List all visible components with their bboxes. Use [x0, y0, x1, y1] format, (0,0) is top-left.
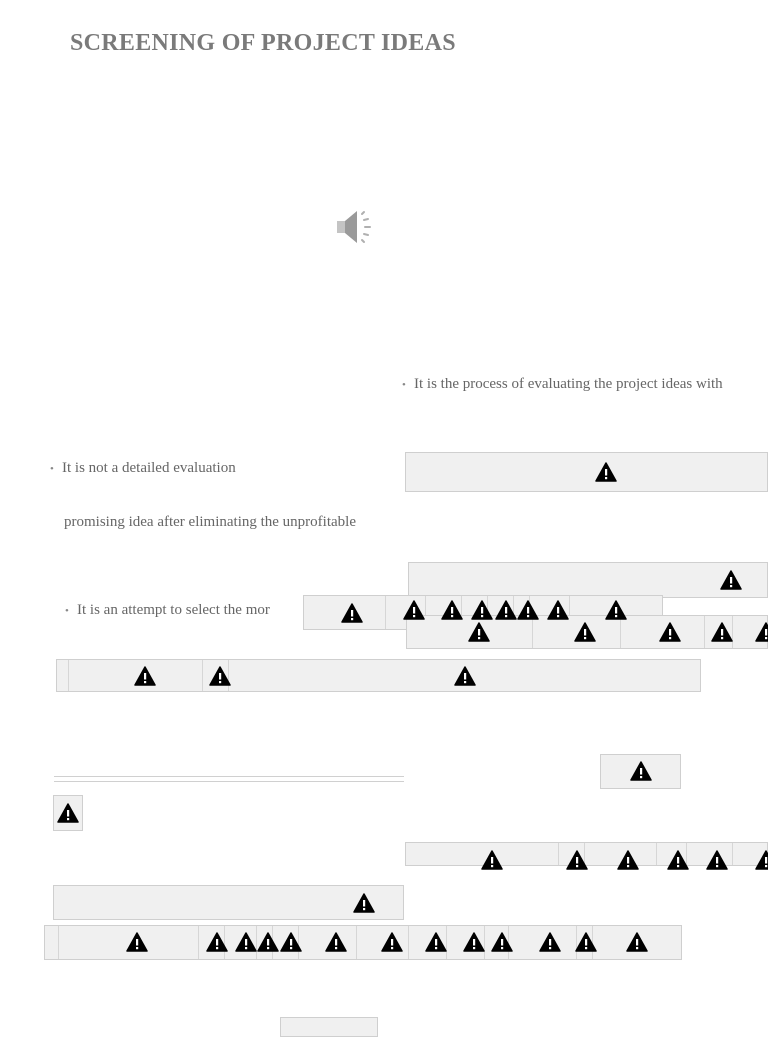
warning-triangle-icon: [441, 600, 463, 620]
warning-triangle-icon: [235, 932, 257, 952]
warning-triangle-icon: [468, 622, 490, 642]
warning-triangle-icon: [595, 462, 617, 482]
warning-triangle-icon: [403, 600, 425, 620]
warning-triangle-icon: [209, 666, 231, 686]
bullet-attempt: • It is an attempt to select the mor: [65, 602, 270, 618]
image-placeholder: [408, 562, 768, 598]
warning-triangle-icon: [659, 622, 681, 642]
speaker-icon[interactable]: [334, 206, 376, 248]
warning-triangle-icon: [630, 761, 652, 781]
warning-triangle-icon: [566, 850, 588, 870]
bullet-dot: •: [65, 605, 69, 617]
bullet-promising: promising idea after eliminating the unprofitable: [64, 514, 356, 530]
warning-triangle-icon: [471, 600, 493, 620]
warning-triangle-icon: [341, 603, 363, 623]
bullet-dot: •: [50, 463, 54, 475]
warning-triangle-icon: [720, 570, 742, 590]
warning-triangle-icon: [454, 666, 476, 686]
warning-triangle-icon: [257, 932, 279, 952]
warning-triangle-icon: [206, 932, 228, 952]
warning-triangle-icon: [574, 622, 596, 642]
warning-triangle-icon: [134, 666, 156, 686]
warning-triangle-icon: [626, 932, 648, 952]
warning-triangle-icon: [280, 932, 302, 952]
bullet-dot: •: [402, 379, 406, 391]
warning-triangle-icon: [325, 932, 347, 952]
warning-triangle-icon: [381, 932, 403, 952]
warning-triangle-icon: [706, 850, 728, 870]
warning-triangle-icon: [547, 600, 569, 620]
warning-triangle-icon: [57, 803, 79, 823]
image-placeholder: [53, 885, 404, 920]
warning-triangle-icon: [539, 932, 561, 952]
warning-triangle-icon: [126, 932, 148, 952]
warning-triangle-icon: [755, 622, 768, 642]
divider: [54, 776, 404, 782]
slide-title: SCREENING OF PROJECT IDEAS: [70, 30, 456, 56]
image-placeholder: [280, 1017, 378, 1037]
warning-triangle-icon: [463, 932, 485, 952]
warning-triangle-icon: [425, 932, 447, 952]
warning-triangle-icon: [495, 600, 517, 620]
bullet-not-detailed: • It is not a detailed evaluation: [50, 460, 236, 476]
warning-triangle-icon: [575, 932, 597, 952]
bullet-process: • It is the process of evaluating the project ideas with: [402, 376, 723, 392]
warning-triangle-icon: [617, 850, 639, 870]
warning-triangle-icon: [517, 600, 539, 620]
warning-triangle-icon: [755, 850, 768, 870]
warning-triangle-icon: [605, 600, 627, 620]
warning-triangle-icon: [711, 622, 733, 642]
image-placeholder: [405, 452, 768, 492]
warning-triangle-icon: [353, 893, 375, 913]
warning-triangle-icon: [481, 850, 503, 870]
warning-triangle-icon: [667, 850, 689, 870]
warning-triangle-icon: [491, 932, 513, 952]
